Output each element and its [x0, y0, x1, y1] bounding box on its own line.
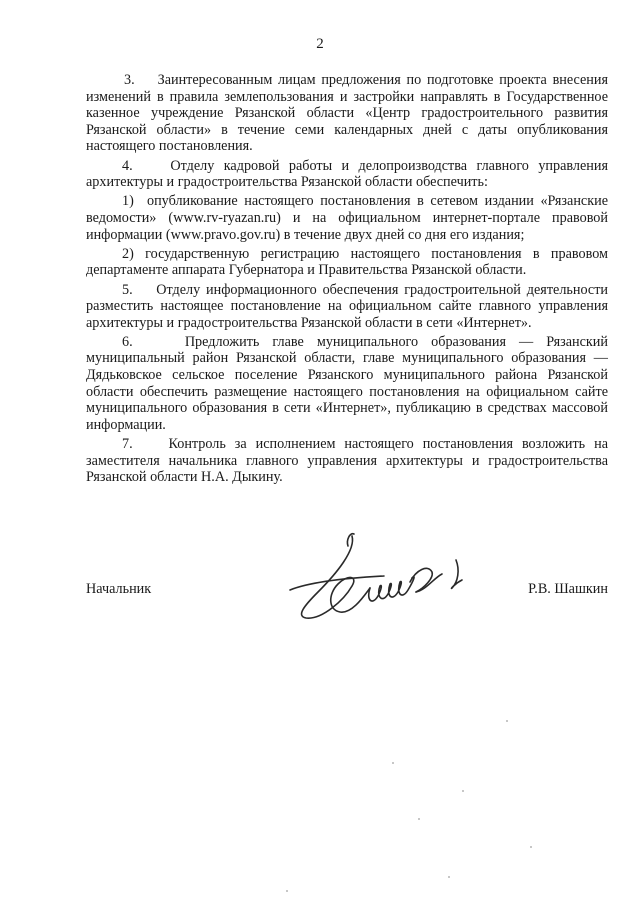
paragraph-4: 4. Отделу кадровой работы и делопроизводства главного управления архитектуры и градостроительства Рязанской области обеспечить: — [86, 157, 608, 191]
document-body — [86, 72, 608, 488]
paragraph-6: 6. Предложить главе муниципального образования — Рязанский муниципальный район Рязанской области, главе муниципального образования — Дядьковское сельское поселение Рязанского муниципального района Рязанской области обеспечить размещение настоящего постановления на официальном сайте муниципального образования в сети «Интернет», публикацию в средствах массовой информации. — [86, 333, 608, 433]
scan-speck — [418, 818, 420, 820]
scan-speck — [286, 890, 288, 892]
signature-block — [86, 575, 608, 635]
scan-speck — [462, 790, 464, 792]
page-number: 2 — [316, 36, 324, 52]
paragraph-5: 5. Отделу информационного обеспечения градостроительной деятельности разместить настоящее постановление на официальном сайте главного управления архитектуры и градостроительства Рязанской области в сети «Интернет». — [86, 281, 608, 331]
scan-speck — [448, 876, 450, 878]
handwritten-signature — [266, 530, 486, 635]
paragraph-4-item-2: 2) государственную регистрацию настоящего постановления в правовом департаменте аппарата Губернатора и Правительства Рязанской области. — [86, 245, 608, 279]
paragraph-4-item-1: 1) опубликование настоящего постановления в сетевом издании «Рязанские ведомости» (www.rv-ryazan.ru) и на официальном интернет-портале правовой информации (www.pravo.gov.ru) в течение двух дней со дня его издания; — [86, 193, 608, 243]
scan-speck — [506, 720, 508, 722]
scan-speck — [530, 846, 532, 848]
signatory-name: Р.В. Шашкин — [528, 581, 608, 597]
signatory-position: Начальник — [86, 581, 152, 597]
paragraph-7: 7. Контроль за исполнением настоящего постановления возложить на заместителя начальника главного управления архитектуры и градостроительства Рязанской области Н.А. Дыкину. — [86, 436, 608, 486]
scan-speck — [392, 762, 394, 764]
paragraph-3: 3. Заинтересованным лицам предложения по подготовке проекта внесения изменений в правила землепользования и застройки направлять в Государственное казенное учреждение Рязанской области «Центр градостроительного развития Рязанской области» в течение семи календарных дней с даты опубликования настоящего постановления. — [86, 72, 608, 155]
